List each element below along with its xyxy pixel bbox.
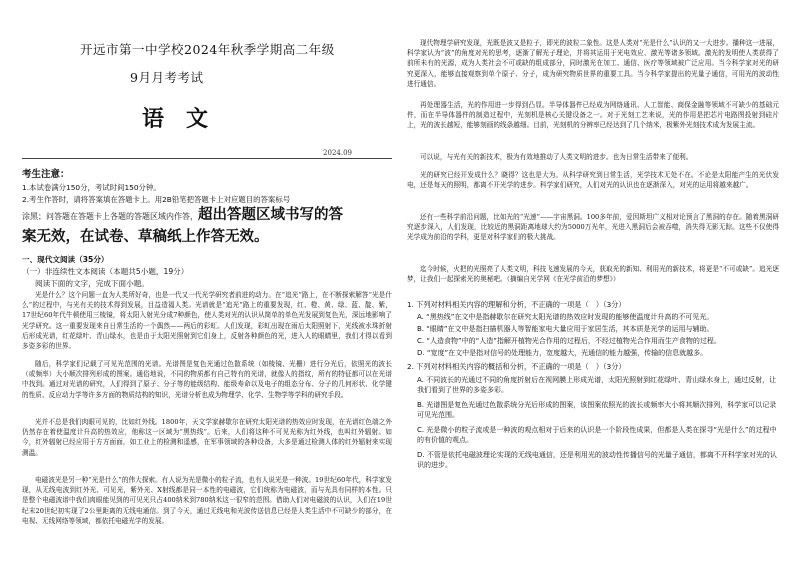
question-2-option-b: B. 光谱图是复色光通过色散系统分光后形成的图案，该图案依照光的波长或频率大小将其顺次排列，科学家可以记录可见光范围。: [417, 401, 777, 420]
passage-paragraph-8: 光的研究已经开发成什么？晓得？这也是大为。从科学研究到日常生活，光学技术无处不在。不论是太阳能产生的光伏发电，还是每天的照明，都离不开光学的进步。科学家们研究，人们对光的认识也在逐渐深入，对光的运用将越来越广。: [407, 171, 779, 190]
question-2-option-c: C. 光是微小的粒子流或是一种波的观点相对于后来的认识是一个阶段性成果，但都是人类在探寻“光是什么”的过程中的有价值的观点。: [417, 426, 777, 445]
passage-paragraph-9: 还有一些科学前沿问题，比如光的“光速”——宇宙黑洞。100多年前，爱因斯坦广义相对论预言了黑洞的存在。随着黑洞研究逐步深入，人们发现，比较近的黑洞距离地球大约为5000万光年，光进入黑洞后会被吞噬，消失得无影无踪。这些不仅使得光学成为前沿的学科，更是对科学家们的极大挑战。: [407, 213, 779, 242]
question-1-stem: 1. 下列对材料相关内容的理解和分析，不正确的一项是（ ）（3分）: [407, 300, 626, 309]
notice-emphasis-2: 案无效，在试卷、草稿纸上作答无效。: [22, 229, 269, 245]
question-2-stem: 2. 下列对材料相关内容的概括和分析，不正确的一项是（ ）（3分）: [407, 362, 626, 371]
question-2-option-d: D. 不管是依托电磁波理论实现的无线电通信，还是利用光的波动性传播信号的光量子通信，都离不开科学家对光的认识的进步。: [417, 451, 777, 470]
subject-title: 语文: [142, 107, 231, 132]
passage-paragraph-2: 随后，科学家们记载了可见光范围的光谱。光谱图是复色光通过色散系统（如棱镜、光栅）进行分光后，依照光的波长（或频率）大小顺次排列形成的图案。通俗地说，不同的物质都有自己特有的光谱，就像人的指纹，所有的特征都可以在光谱中找到。通过对光谱的研究，人们得到了原子、分子等的能级结构、能级寿命以及电子的组态分布、分子的几何形状、化学键的性质、反应动力学等许多方面的物质结构的知识，光谱分析也成为物理学、化学、生物学等学科的研究手段。: [22, 360, 392, 399]
passage-paragraph-7: 可以说，与光有关的新技术，极为有效地推动了人类文明的进步。也为日常生活带来了便利。: [420, 153, 693, 161]
exam-title-line2: 9月月考考试: [130, 70, 204, 85]
passage-paragraph-10: 迄今时候，火把的光照亮了人类文明，科技飞速发展的今天，获取光的新知、利用光的新技术，将更是“不可或缺”。追光逐梦，让我们一起探索光的奥秘吧。（摘编自光学网《在光学前沿的梦想》）: [407, 265, 779, 284]
section-title: 一、现代文阅读（35分）: [22, 255, 109, 264]
passage-paragraph-5: 现代物理学研究发现，光既是波又是粒子，即光的波粒二象性。这是人类对“光是什么”认识的又一大进步。播种这一进展，科学家认为“波”的角度对光的思考，逐渐了解光子理论，并将其运用于光电效应、激光等诸多领域。激光的发明使人类获得了前所未有的光源，成为人类社会不可或缺的组成部分，同时激光在加工、通信、医疗等领域被广泛应用。当今科学家对光的研究更深入，能够直接观察到单个原子、分子，成为研究物质世界的重要工具。当今科学家提出的光量子通信，可用光的波动性进行通信。: [407, 39, 779, 88]
notice-item-2: 2.考生作答时，请将答案填在答题卡上。用2B铅笔把答题卡上对应题目的答案标号: [22, 195, 291, 204]
header-divider: [22, 158, 392, 159]
question-1-option-d: D. “宽度”在文中是指对信号的处理能力，宽度越大，光通信的能力越强，传输的信息就越多。: [417, 349, 708, 357]
notice-emphasis-1: 超出答题区域书写的答: [198, 207, 343, 223]
exam-title-line1: 开远市第一中学校2024年秋季学期高二年级: [80, 42, 335, 57]
question-1-option-b: B. “眼睛”在文中是指扫描机器人等智能家电大量应用于家居生活，其本质是光学的运用与辅助。: [417, 325, 714, 333]
question-2-option-a: A. 不同波长的光通过不同的角度折射后在视网膜上形成光谱，太阳光照射到红花绿叶、青山绿水身上，通过反射，让我们看到了世界的多姿多彩。: [417, 376, 777, 395]
question-1-option-a: A. “黑热线”在文中是指赫歇尔在研究太阳光谱的热效应时发现的能够使温度计升高的不可见光。: [417, 313, 714, 321]
subsection-title: （一）非连续性文本阅读（本题共5小题，19分）: [22, 267, 189, 276]
passage-paragraph-6: 再处理器生活，光的作用进一步得到凸显。半导体器件已经成为网络通讯、人工智能、商保金融等领域不可缺少的基础元件，而在半导体器件的制造过程中，光刻机是核心关键设备之一。对于光刻工艺来说，光的作用是把芯片电路图投射到硅片上，光的波长越短，能够刻画的线条越细。目前，光刻机的分辨率已经达到了几个纳米，极紫外光刻技术成为发展主流。: [407, 101, 779, 130]
reading-instruction: 阅读下面的文字，完成下面小题。: [35, 279, 149, 288]
notice-item-2-end: [22, 226, 394, 247]
notice-item-2-continued: [22, 204, 394, 227]
exam-date: 2024.09: [323, 149, 352, 157]
passage-paragraph-1: 光是什么？这个问题一直为人类所好奇，也是一代又一代光学研究者前进的动力。在“追光”路上，在不断探索解答“光是什么”的过程中，与光有关的技术得到发展，目益造福人类。光谱就是“追光”路上的重要发现，红、橙、黄、绿、蓝、靛、紫，17世纪60年代牛顿使用三棱镜，将太阳入射光分成7种颜色，使人类对光的认识从简单的单色光发展到复色光，深远地影响了光学研究。这一重要发现来自日常生活的一个偶然——两后的彩虹。人们发现，彩虹出现在雨后太阳照射下，光线被水珠折射后形成光谱，红花绿叶、青山绿水，也是由于太阳光照射到它们身上，反射各种颜色的光，进入人的眼睛里，我们才得以看到多姿多彩的世界。: [22, 291, 392, 351]
notice-title: 考生注意：: [22, 169, 70, 180]
question-1-option-c: C. “人造食物”中的“人造”指解开植物光合作用的过程后，不经过植物光合作用而生产食物的过程。: [417, 337, 721, 345]
notice-small-text: 涂黑；问答题在答题卡上各题的答题区域内作答，: [22, 212, 198, 221]
notice-item-1: 1.本试卷满分150分，考试时间150分钟。: [22, 183, 161, 192]
passage-paragraph-3: 光并不总是我们肉眼可见的，比如红外线。1800年，天文学家赫歇尔在研究太阳光谱的热效应时发现，在光谱红色端之外仍然存在着使温度计升高的热效应，他称这一区域为“黑热线”。后来，人们将这种不可见光称为红外线，也叫红外辐射。如今，红外辐射已经应用于方方面面，如工业上的检测和遥感，在军事领域的各种设备，大多是通过检测人体的红外辐射来实现测温。: [22, 418, 392, 457]
passage-paragraph-4: 电磁波光是另一种“光是什么”的伟大探索。有人说为光是微小的粒子流，也有人说光是一种波。19世纪60年代，科学家发现，从无线电波到红外光、可见光，紫外光、X射线都是同一本性的电磁波，它们统称为电磁波，而与光具有同样的本性。只是整个电磁波谱中我们肉眼能见到的可见光只占400纳米到780纳米这一很窄的范围。借助人们对电磁波的认识，人们在19世纪末20世纪初实现了2公里距离的无线电通信。到了今天，通过无线电和光波传送信息已经是人类生活中不可缺少的部分，在电视、无线网络等领域，都依托电磁光学的发展。: [22, 476, 392, 525]
